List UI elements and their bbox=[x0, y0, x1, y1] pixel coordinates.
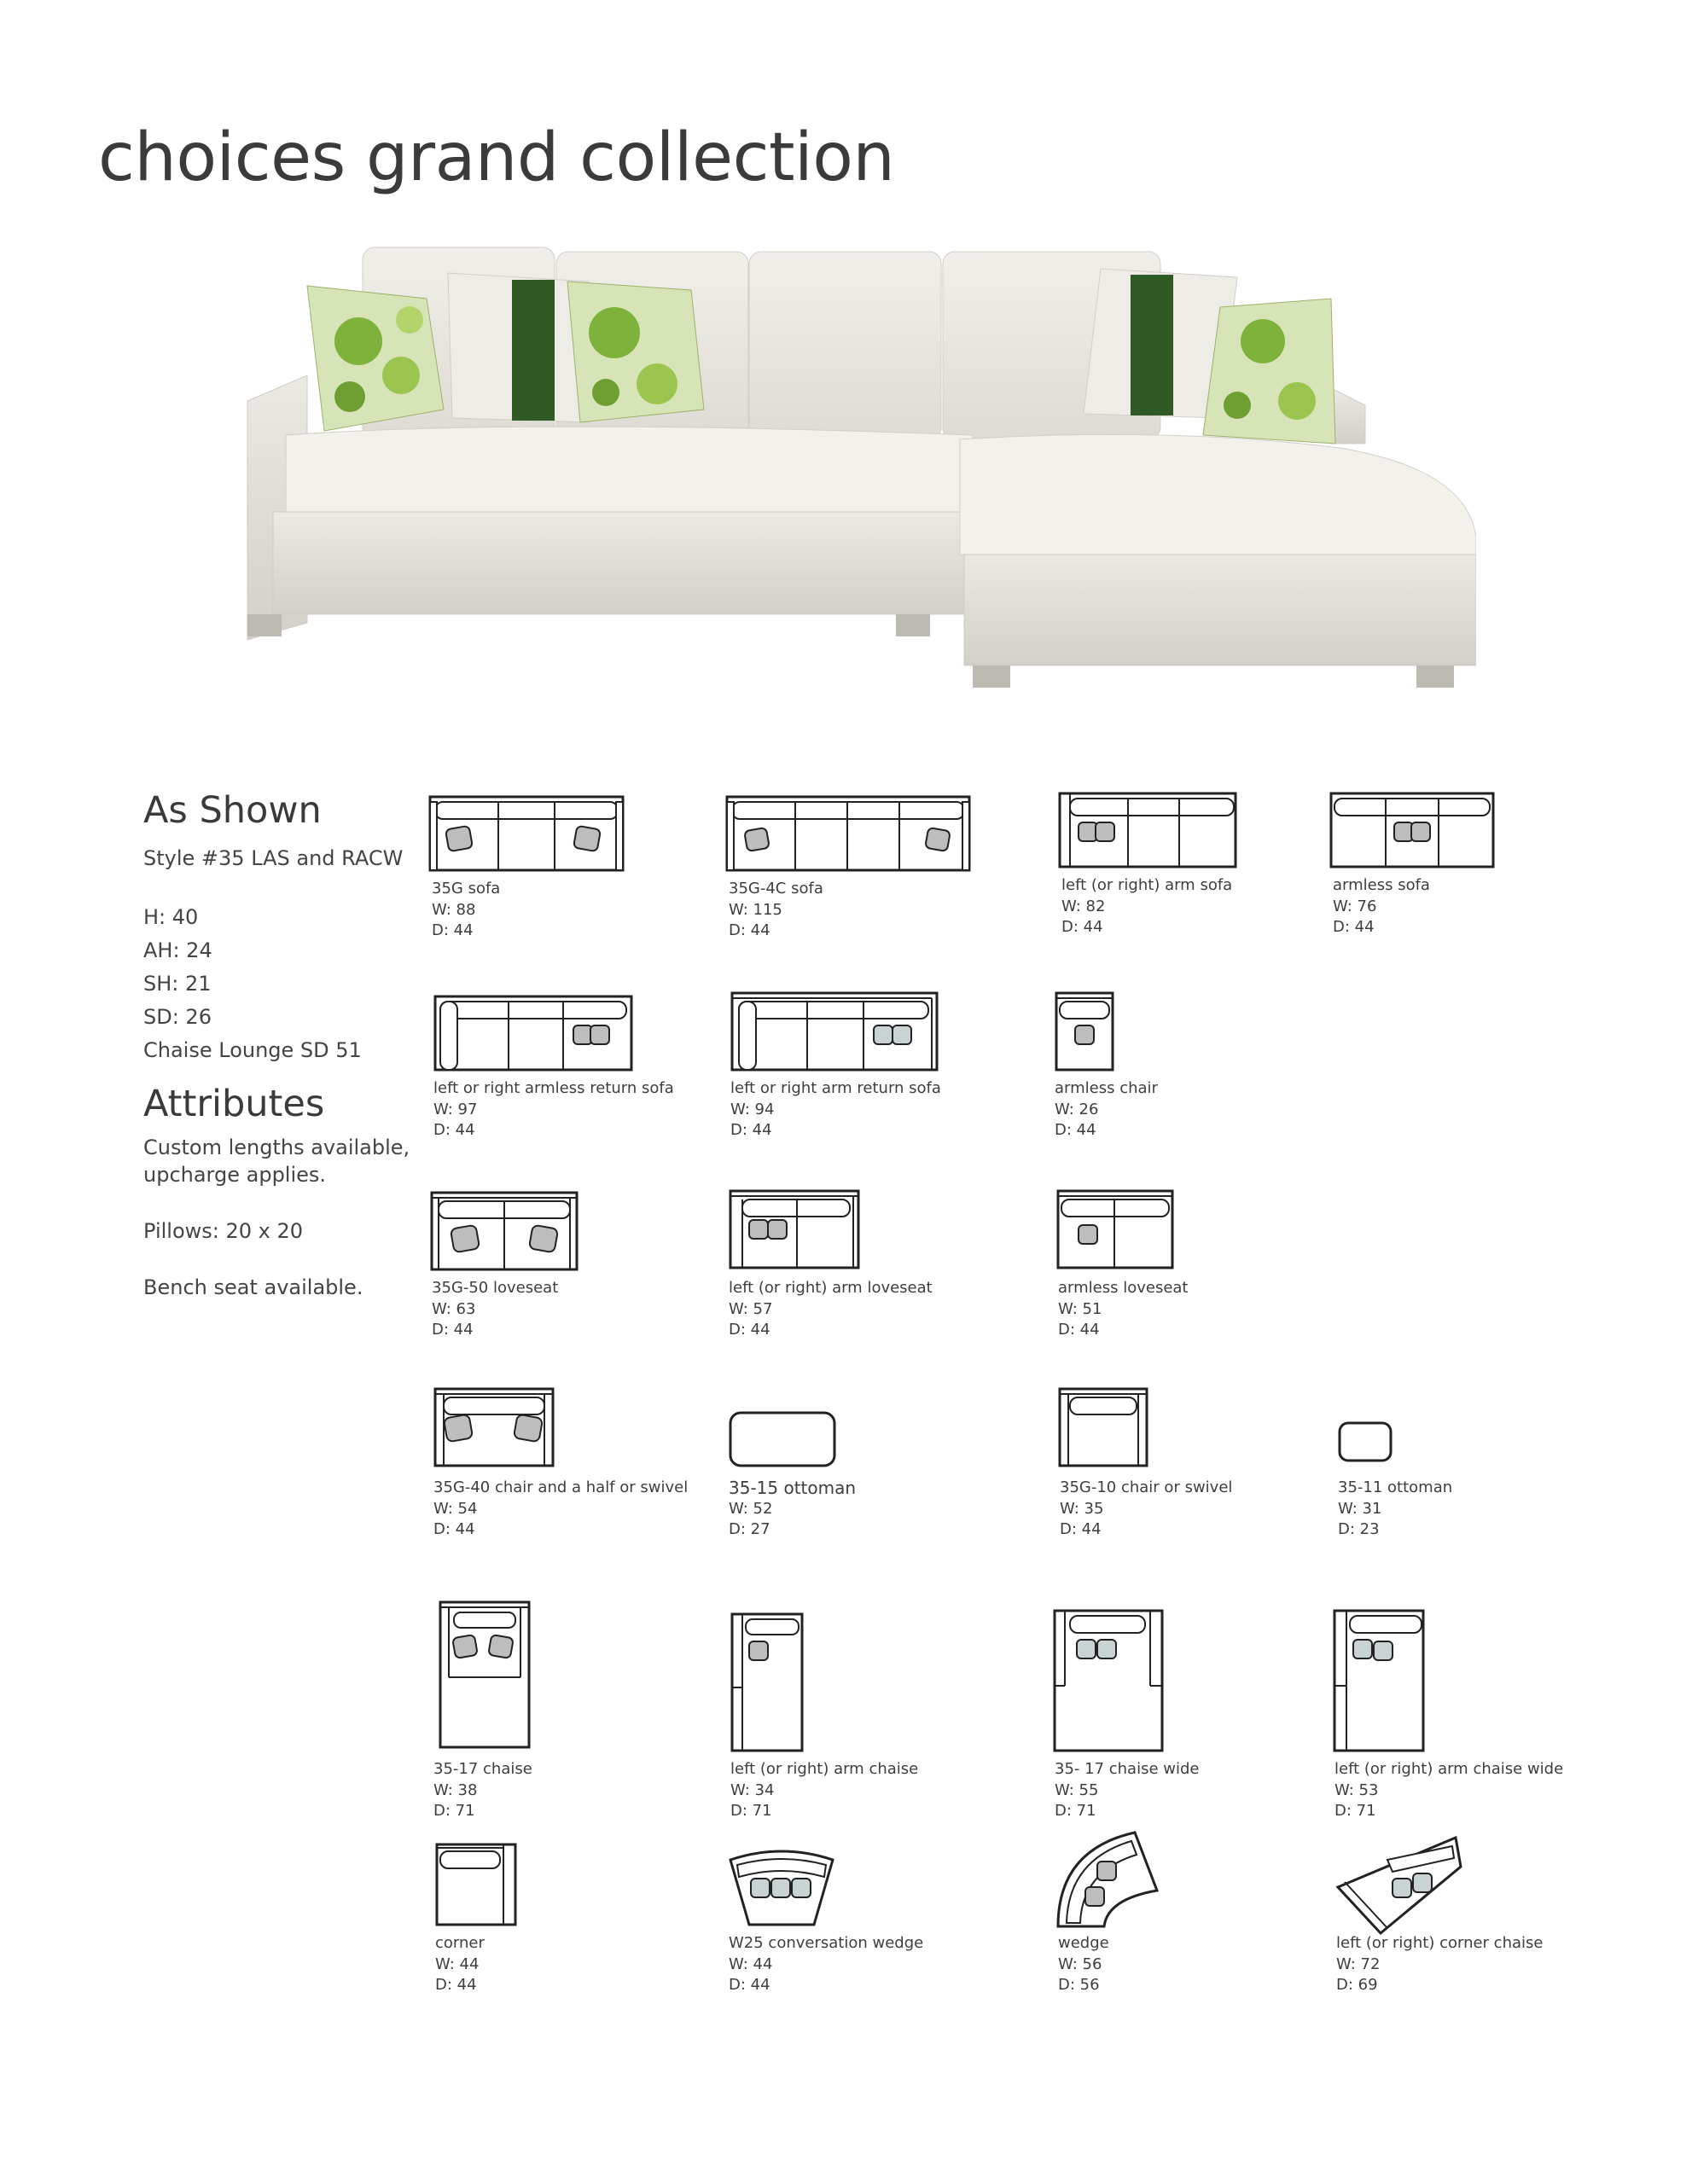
arm-loveseat-diagram bbox=[729, 1189, 862, 1271]
item-name: left (or right) arm sofa bbox=[1061, 876, 1233, 894]
small-ottoman-diagram bbox=[1338, 1421, 1394, 1464]
item-name: armless loveseat bbox=[1058, 1279, 1189, 1297]
item-depth: D: 44 bbox=[433, 1121, 475, 1139]
spec-chaise-depth: Chaise Lounge SD 51 bbox=[143, 1038, 362, 1062]
item-name: 35-17 chaise bbox=[433, 1760, 532, 1778]
item-width: W: 82 bbox=[1061, 897, 1106, 915]
attribute-line: Custom lengths available, bbox=[143, 1136, 410, 1159]
sectional-sofa-photo bbox=[230, 239, 1476, 717]
arm-sofa-diagram bbox=[1058, 792, 1239, 870]
item-depth: D: 27 bbox=[729, 1520, 770, 1538]
item-width: W: 51 bbox=[1058, 1299, 1102, 1318]
item-width: W: 55 bbox=[1055, 1780, 1099, 1799]
item-depth: D: 44 bbox=[730, 1121, 772, 1139]
item-name: armless chair bbox=[1055, 1079, 1158, 1097]
item-depth: D: 44 bbox=[433, 1520, 475, 1538]
attributes-heading: Attributes bbox=[143, 1083, 325, 1125]
item-width: W: 97 bbox=[433, 1100, 478, 1118]
chair-diagram bbox=[1058, 1387, 1150, 1469]
item-width: W: 52 bbox=[729, 1499, 773, 1518]
item-depth: D: 44 bbox=[729, 1321, 770, 1339]
item-name: armless sofa bbox=[1333, 876, 1430, 894]
corner-chaise-diagram bbox=[1336, 1836, 1464, 1938]
item-name: 35G sofa bbox=[432, 880, 501, 897]
item-name: 35G-40 chair and a half or swivel bbox=[433, 1478, 689, 1496]
item-name: 35-15 ottoman bbox=[729, 1478, 857, 1498]
item-width: W: 57 bbox=[729, 1299, 773, 1318]
arm-chaise-wide-diagram bbox=[1333, 1609, 1427, 1754]
as-shown-heading: As Shown bbox=[143, 789, 322, 832]
armless-loveseat-diagram bbox=[1056, 1189, 1176, 1271]
item-width: W: 56 bbox=[1058, 1955, 1102, 1973]
35g-sofa-diagram bbox=[428, 795, 626, 874]
item-name: left or right armless return sofa bbox=[433, 1079, 674, 1097]
conversation-wedge-diagram bbox=[729, 1850, 834, 1928]
item-depth: D: 44 bbox=[729, 921, 770, 939]
item-width: W: 88 bbox=[432, 900, 476, 919]
ottoman-diagram bbox=[729, 1411, 838, 1469]
armless-return-sofa-diagram bbox=[433, 995, 635, 1073]
item-width: W: 53 bbox=[1334, 1780, 1379, 1799]
item-depth: D: 56 bbox=[1058, 1976, 1100, 1994]
item-depth: D: 44 bbox=[432, 1321, 474, 1339]
35g-4c-sofa-diagram bbox=[725, 795, 973, 874]
item-depth: D: 44 bbox=[1055, 1121, 1096, 1139]
item-width: W: 35 bbox=[1060, 1499, 1104, 1518]
item-name: left or right arm return sofa bbox=[730, 1079, 941, 1097]
page-title: choices grand collection bbox=[98, 119, 895, 196]
style-number: Style #35 LAS and RACW bbox=[143, 846, 404, 870]
chair-and-a-half-diagram bbox=[433, 1387, 556, 1469]
item-width: W: 94 bbox=[730, 1100, 775, 1118]
item-name: 35- 17 chaise wide bbox=[1055, 1760, 1200, 1778]
wedge-diagram bbox=[1056, 1831, 1159, 1930]
corner-diagram bbox=[435, 1843, 517, 1928]
item-name: wedge bbox=[1058, 1934, 1109, 1952]
item-depth: D: 71 bbox=[433, 1802, 475, 1820]
attribute-custom-lengths bbox=[143, 1134, 425, 1188]
item-width: W: 44 bbox=[729, 1955, 773, 1973]
item-width: W: 54 bbox=[433, 1499, 478, 1518]
item-width: W: 31 bbox=[1338, 1499, 1382, 1518]
item-depth: D: 44 bbox=[432, 921, 474, 939]
item-depth: D: 44 bbox=[1061, 918, 1103, 936]
item-name: left (or right) arm chaise wide bbox=[1334, 1760, 1564, 1778]
item-name: 35-11 ottoman bbox=[1338, 1478, 1453, 1496]
item-name: 35G-4C sofa bbox=[729, 880, 823, 897]
item-name: left (or right) arm loveseat bbox=[729, 1279, 933, 1297]
item-name: 35G-10 chair or swivel bbox=[1060, 1478, 1233, 1496]
spec-seat-height: SH: 21 bbox=[143, 972, 212, 996]
item-depth: D: 44 bbox=[1058, 1321, 1100, 1339]
item-width: W: 38 bbox=[433, 1780, 478, 1799]
chaise-diagram bbox=[439, 1600, 532, 1751]
spec-height: H: 40 bbox=[143, 905, 199, 929]
item-depth: D: 44 bbox=[1333, 918, 1375, 936]
item-depth: D: 71 bbox=[1334, 1802, 1376, 1820]
item-name: W25 conversation wedge bbox=[729, 1934, 924, 1952]
armless-sofa-diagram bbox=[1329, 792, 1497, 870]
attribute-line: upcharge applies. bbox=[143, 1163, 327, 1187]
item-width: W: 115 bbox=[729, 900, 782, 919]
item-width: W: 76 bbox=[1333, 897, 1377, 915]
item-name: corner bbox=[435, 1934, 485, 1952]
item-depth: D: 23 bbox=[1338, 1520, 1380, 1538]
armless-chair-diagram bbox=[1055, 991, 1116, 1073]
item-depth: D: 44 bbox=[729, 1976, 770, 1994]
item-width: W: 44 bbox=[435, 1955, 480, 1973]
chaise-wide-diagram bbox=[1053, 1609, 1164, 1754]
item-depth: D: 71 bbox=[1055, 1802, 1096, 1820]
item-depth: D: 44 bbox=[1060, 1520, 1102, 1538]
item-depth: D: 71 bbox=[730, 1802, 772, 1820]
item-depth: D: 69 bbox=[1336, 1976, 1378, 1994]
arm-return-sofa-diagram bbox=[730, 991, 940, 1073]
spec-seat-depth: SD: 26 bbox=[143, 1005, 212, 1029]
item-name: 35G-50 loveseat bbox=[432, 1279, 559, 1297]
item-name: left (or right) corner chaise bbox=[1336, 1934, 1544, 1952]
item-name: left (or right) arm chaise bbox=[730, 1760, 919, 1778]
item-width: W: 34 bbox=[730, 1780, 775, 1799]
item-width: W: 72 bbox=[1336, 1955, 1381, 1973]
spec-arm-height: AH: 24 bbox=[143, 938, 212, 962]
35g-50-loveseat-diagram bbox=[430, 1191, 580, 1273]
arm-chaise-diagram bbox=[730, 1612, 805, 1754]
sidebar bbox=[143, 789, 425, 1301]
item-width: W: 63 bbox=[432, 1299, 476, 1318]
item-depth: D: 44 bbox=[435, 1976, 477, 1994]
attribute-bench-seat: Bench seat available. bbox=[143, 1275, 363, 1299]
item-width: W: 26 bbox=[1055, 1100, 1099, 1118]
attribute-pillows: Pillows: 20 x 20 bbox=[143, 1219, 304, 1243]
